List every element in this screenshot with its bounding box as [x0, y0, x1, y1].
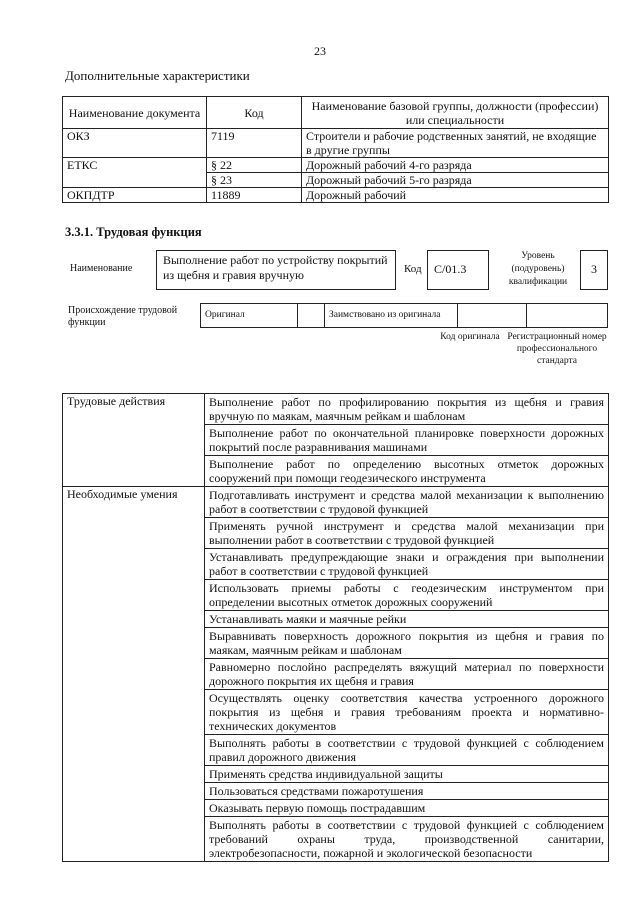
skill-item: Выполнять работы в соответствии с трудовой функцией с соблюдением требований охраны труда, производственной санитарии, электробезопасности, пожарной и экологической безопасности [205, 817, 609, 862]
col-header-group-name: Наименование базовой группы, должности (профессии) или специальности [302, 97, 609, 129]
labor-action-item: Выполнение работ по профилированию покрытия из щебня и гравия вручную по маякам, маячным рейкам и шаблонам [205, 394, 609, 425]
origin-code-label: Код оригинала [440, 332, 500, 342]
skill-item: Выполнять работы в соответствии с трудовой функцией с соблюдением правил дорожного движения [205, 735, 609, 766]
page-number: 23 [314, 44, 326, 58]
qualification-level-box: 3 [580, 250, 608, 290]
skill-item: Подготавливать инструмент и средства малой механизации к выполнению работ в соответствии с трудовой функцией [205, 487, 609, 518]
qualification-level-label: Уровень (подуровень) квалификации [508, 251, 568, 287]
skill-item: Осуществлять оценку соответствия качества устроенного дорожного покрытия из щебня и гравия требованиям проекта и нормативно-технических документов [205, 690, 609, 735]
code-cell: 11889 [207, 188, 302, 203]
skill-item: Устанавливать маяки и маячные рейки [205, 611, 609, 628]
labor-action-item: Выполнение работ по окончательной планировке поверхности дорожных покрытий после разравнивания машинами [205, 425, 609, 456]
skill-item: Оказывать первую помощь пострадавшим [205, 800, 609, 817]
origin-original-cell: Оригинал [201, 304, 298, 328]
skill-item: Применять ручной инструмент и средства малой механизации при выполнении работ в соответствии с трудовой функцией [205, 518, 609, 549]
table-row [63, 158, 609, 173]
function-code-label: Код [404, 263, 422, 275]
labor-actions-label: Трудовые действия [63, 394, 205, 487]
doc-cell: ОКПДТР [63, 188, 207, 203]
function-name-label: Наименование [70, 263, 133, 274]
skill-item: Пользоваться средствами пожаротушения [205, 783, 609, 800]
registration-number-label: Регистрационный номер профессионального стандарта [507, 332, 607, 366]
classification-table [62, 96, 609, 203]
table-row [63, 129, 609, 158]
additional-characteristics-heading: Дополнительные характеристики [65, 68, 250, 83]
name-cell: Строители и рабочие родственных занятий, не входящие в другие группы [302, 129, 609, 158]
origin-label: Происхождение трудовой функции [68, 305, 178, 328]
col-header-code: Код [207, 97, 302, 129]
name-cell: Дорожный рабочий [302, 188, 609, 203]
col-header-document: Наименование документа [63, 97, 207, 129]
name-cell: Дорожный рабочий 4-го разряда [302, 158, 609, 173]
function-name-box: Выполнение работ по устройству покрытий из щебня и гравия вручную [156, 250, 396, 290]
doc-cell: ОКЗ [63, 129, 207, 158]
skill-item: Применять средства индивидуальной защиты [205, 766, 609, 783]
skill-item: Равномерно послойно распределять вяжущий материал по поверхности дорожного покрытия их щебня и гравия [205, 659, 609, 690]
skill-item: Использовать приемы работы с геодезическим инструментом при определении высотных отметок дорожных сооружений [205, 580, 609, 611]
code-cell: § 22 [207, 158, 302, 173]
table-row [63, 487, 609, 518]
skill-item: Выравнивать поверхность дорожного покрытия из щебня и гравия по маякам, маячным рейкам и шаблонам [205, 628, 609, 659]
skill-item: Устанавливать предупреждающие знаки и ограждения при выполнении работ в соответствии с трудовой функцией [205, 549, 609, 580]
code-cell: § 23 [207, 173, 302, 188]
origin-borrowed-cell: Заимствовано из оригинала [325, 304, 458, 328]
origin-reg-cell [527, 304, 608, 328]
function-code-box: C/01.3 [427, 250, 489, 290]
function-details-table [62, 393, 609, 862]
origin-check-cell [298, 304, 325, 328]
table-row [63, 188, 609, 203]
required-skills-label: Необходимые умения [63, 487, 205, 862]
labor-action-item: Выполнение работ по определению высотных отметок дорожных сооружений при помощи геодезического инструмента [205, 456, 609, 487]
origin-code-cell [458, 304, 527, 328]
origin-table [200, 303, 608, 328]
name-cell: Дорожный рабочий 5-го разряда [302, 173, 609, 188]
section-title: 3.3.1. Трудовая функция [65, 225, 202, 239]
code-cell: 7119 [207, 129, 302, 158]
doc-cell: ЕТКС [63, 158, 207, 188]
table-row [63, 394, 609, 425]
